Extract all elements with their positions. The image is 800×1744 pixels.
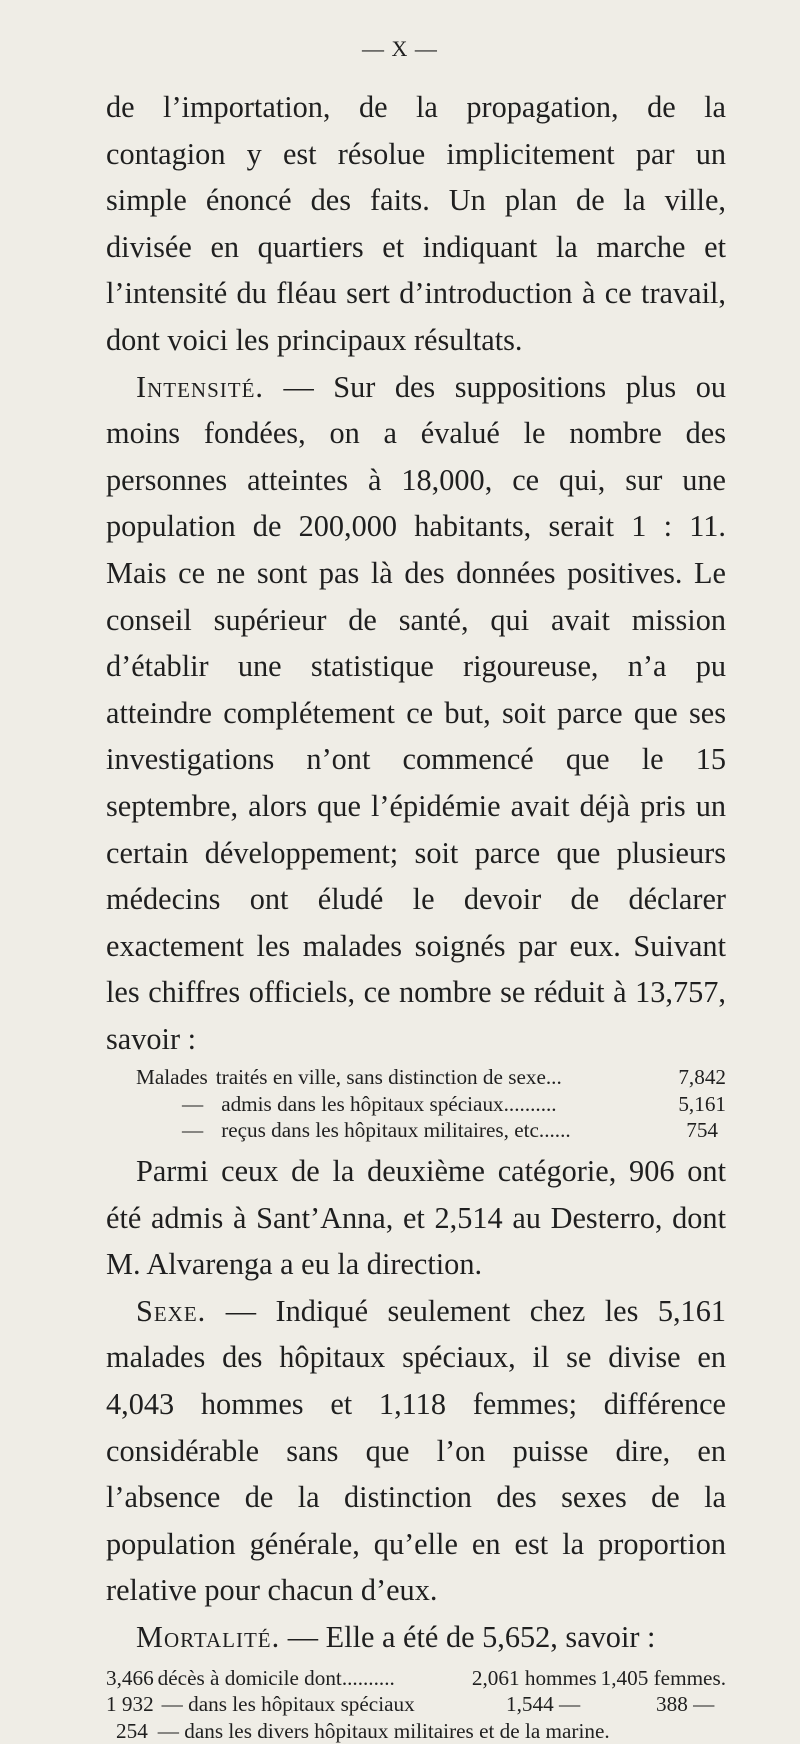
deces-lead: 3,466 xyxy=(106,1665,154,1692)
deces-list xyxy=(106,1665,726,1744)
text-block xyxy=(106,84,726,1744)
deces-text: — dans les divers hôpitaux militaires et de la marine. xyxy=(158,1718,726,1744)
deces-row xyxy=(106,1665,726,1692)
malades-row xyxy=(106,1117,726,1144)
paragraph-mortalite-text: — Elle a été de 5,652, savoir : xyxy=(288,1620,656,1654)
heading-intensite: Intensité. xyxy=(136,370,264,404)
paragraph-intensite-text: — Sur des suppositions plus ou moins fondées, on a évalué le nombre des personnes atteintes à 18,000, ce qui, sur une population de 200,000 habitants, serait 1 : 11. Mais ce ne sont pas là des données positives. Le conseil supérieur de santé, qui avait mission d’établir une statistique rigoureuse, n’a pu atteindre complétement ce but, soit parce que ses investigations n’ont commencé que le 15 septembre, alors que l’épidémie avait déjà pris un certain développement; soit parce que plusieurs médecins ont éludé le devoir de déclarer exactement les malades soignés par eux. Suivant les chiffres officiels, ce nombre se réduit à 13,757, savoir : xyxy=(106,370,726,1056)
deces-femmes: 1,405 femmes. xyxy=(601,1665,726,1692)
paragraph-sexe-text: — Indiqué seulement chez les 5,161 malades des hôpitaux spéciaux, il se divise en 4,043 hommes et 1,118 femmes; différence considérable sans que l’on puisse dire, en l’absence de la distinction des sexes de la population générale, qu’elle en est la proportion relative pour chacun d’eux. xyxy=(106,1294,726,1608)
deces-hommes: 1,544 — xyxy=(506,1691,656,1718)
malades-list xyxy=(106,1064,726,1144)
paragraph-sexe xyxy=(106,1288,726,1614)
deces-text: — dans les hôpitaux spéciaux xyxy=(162,1691,506,1718)
deces-row xyxy=(106,1718,726,1744)
paragraph-mortalite xyxy=(106,1614,726,1661)
malades-desc: traités en ville, sans distinction de sexe... xyxy=(216,1064,679,1091)
deces-text: décès à domicile dont.......... xyxy=(158,1665,472,1692)
malades-lead: — xyxy=(182,1117,203,1144)
malades-desc: reçus dans les hôpitaux militaires, etc...... xyxy=(221,1117,686,1144)
deces-lead: 254 xyxy=(106,1718,148,1744)
deces-row xyxy=(106,1691,726,1718)
paragraph-intensite xyxy=(106,364,726,1063)
heading-sexe: Sexe. xyxy=(136,1294,206,1328)
malades-desc: admis dans les hôpitaux spéciaux.......... xyxy=(221,1091,678,1118)
malades-value: 5,161 xyxy=(678,1091,726,1118)
malades-value: 754 xyxy=(686,1117,726,1144)
paragraph-categorie: Parmi ceux de la deuxième catégorie, 906 ont été admis à Sant’Anna, et 2,514 au Desterro, dont M. Alvarenga a eu la direction. xyxy=(106,1148,726,1288)
malades-lead: Malades xyxy=(136,1064,208,1091)
paragraph-intro: de l’importation, de la propagation, de la contagion y est résolue implicitement par un simple énoncé des faits. Un plan de la ville, divisée en quartiers et indiquant la marche et l’intensité du fléau sert d’introduction à ce travail, dont voici les principaux résultats. xyxy=(106,84,726,364)
deces-lead: 1 932 xyxy=(106,1691,154,1718)
malades-row xyxy=(106,1064,726,1091)
page-number: — X — xyxy=(0,36,800,62)
deces-femmes: 388 — xyxy=(656,1691,726,1718)
malades-lead: — xyxy=(182,1091,203,1118)
malades-value: 7,842 xyxy=(678,1064,726,1091)
malades-row xyxy=(106,1091,726,1118)
heading-mortalite: Mortalité. xyxy=(136,1620,280,1654)
deces-hommes: 2,061 hommes xyxy=(472,1665,597,1692)
